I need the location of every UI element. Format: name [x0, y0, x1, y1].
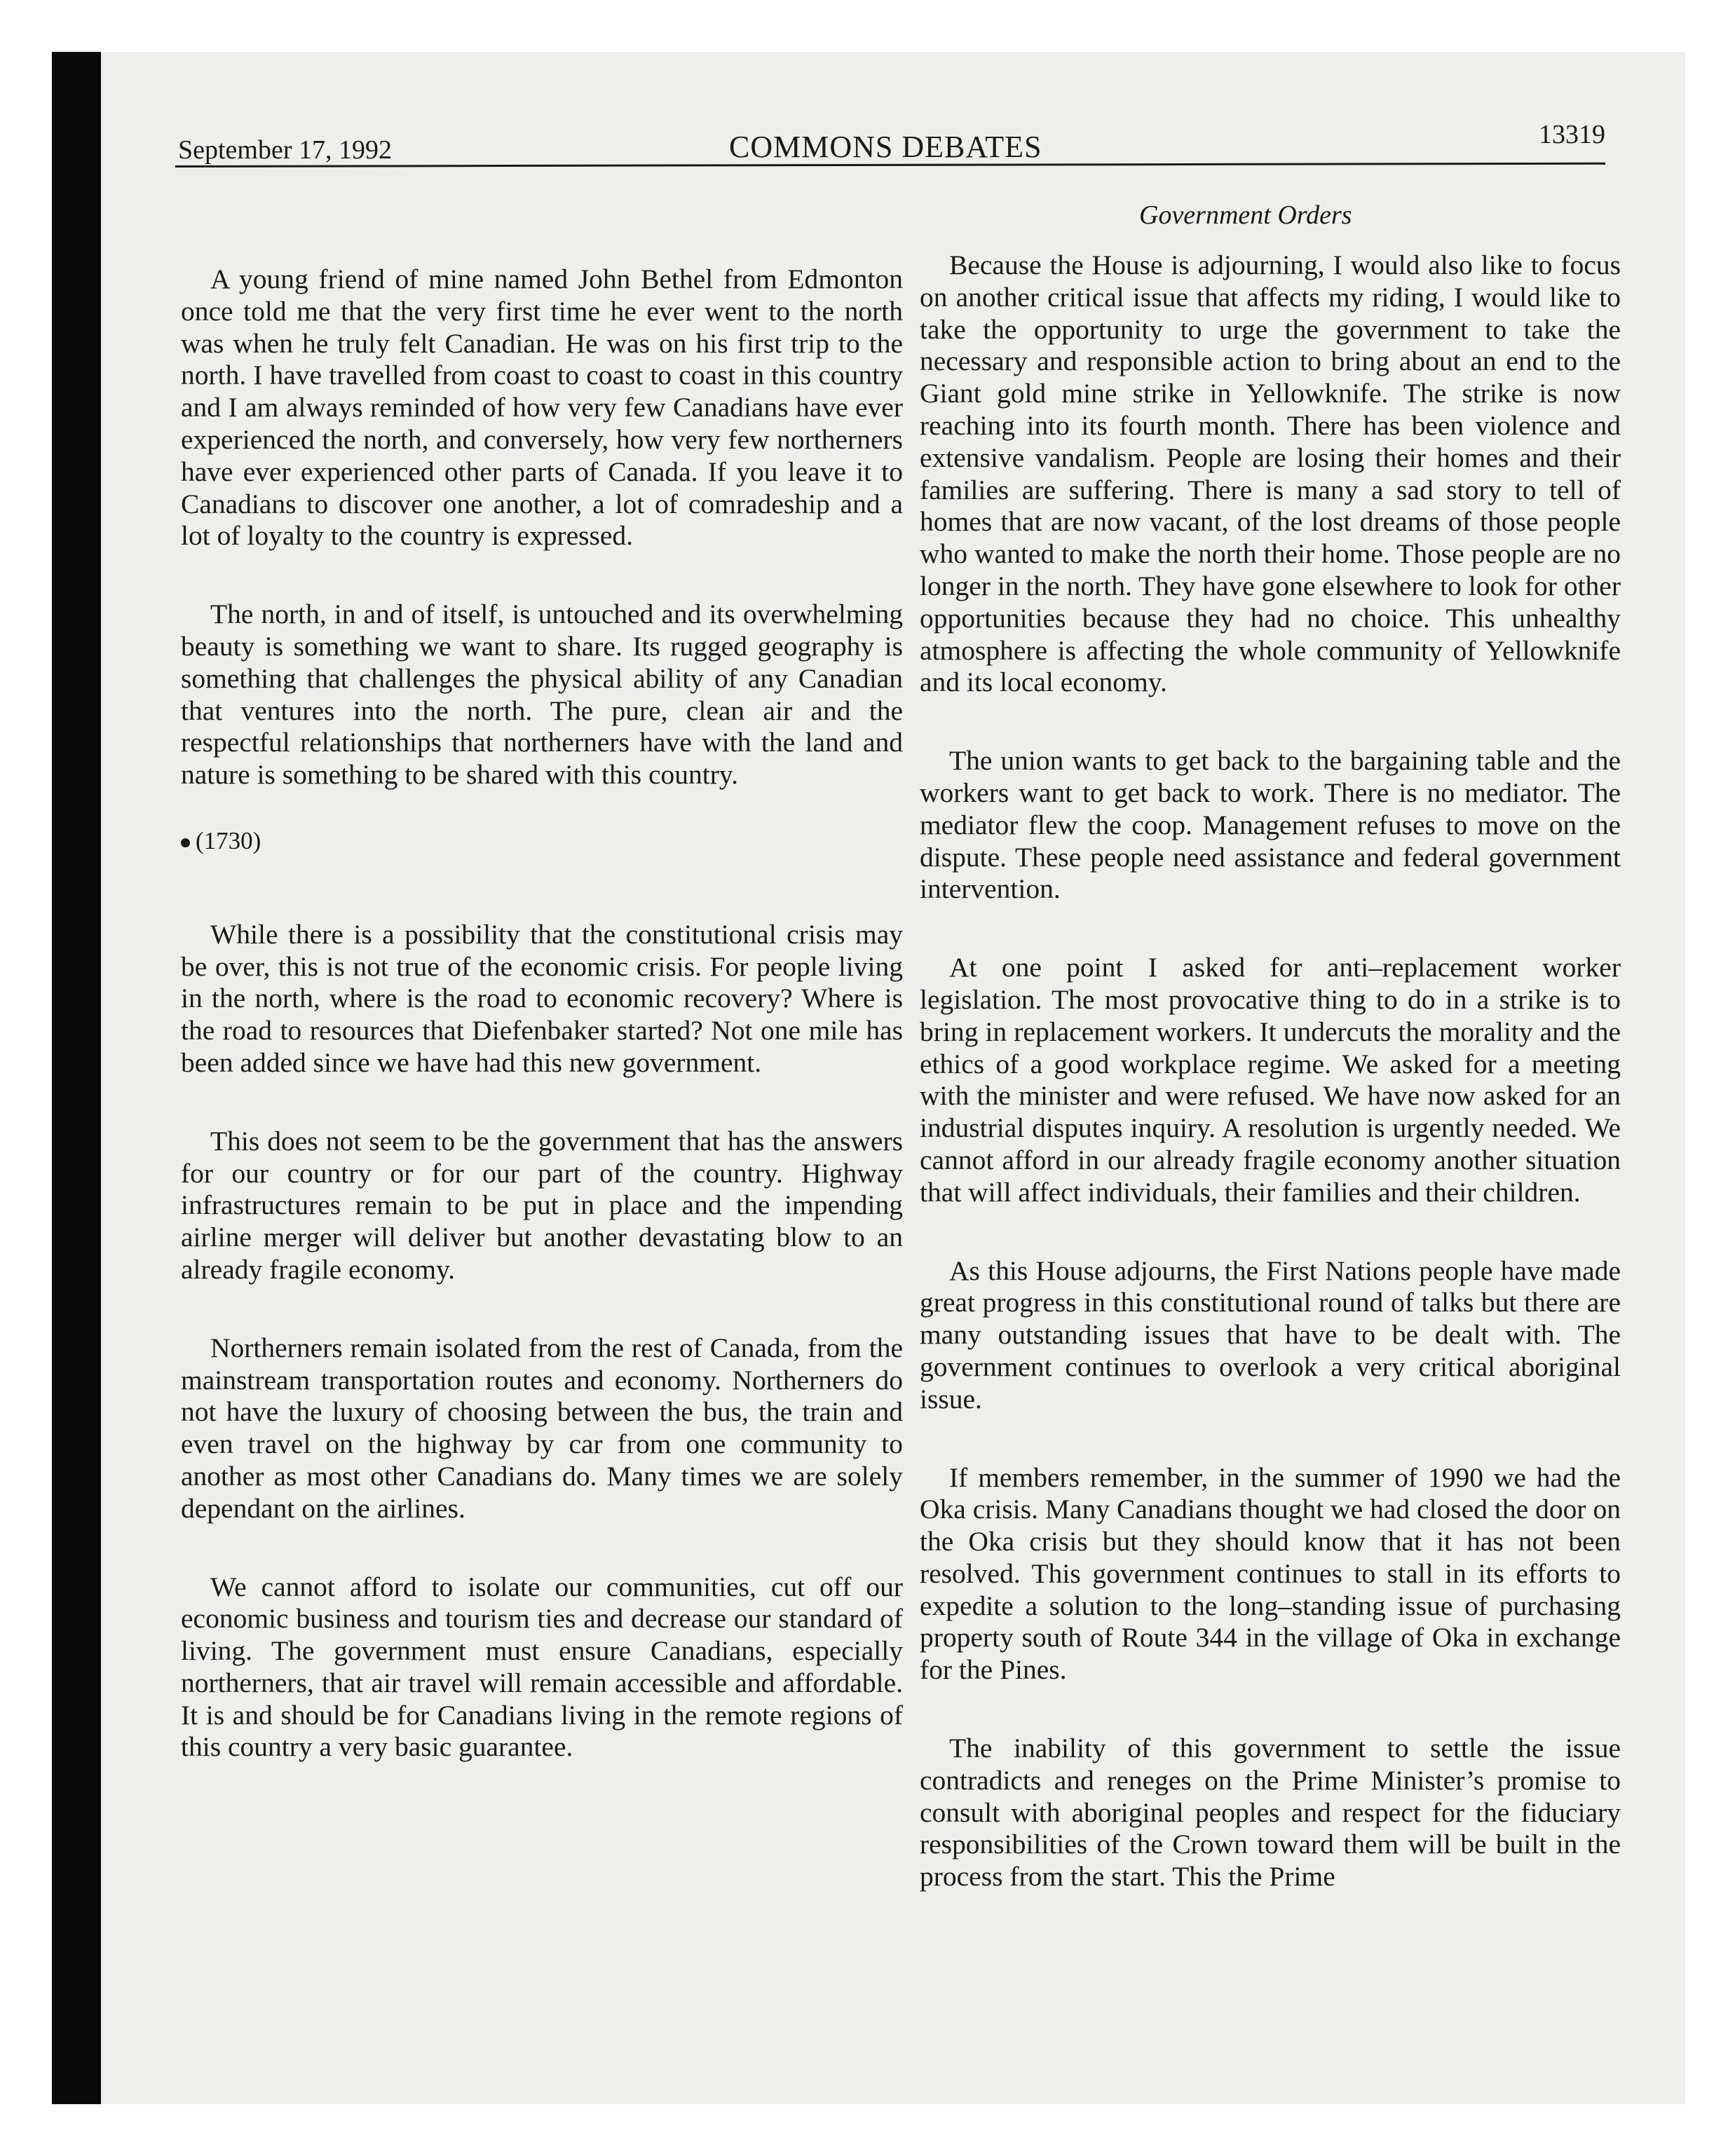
paragraph: The inability of this government to settle the issue contradicts and reneges on the Prime Minister’s promise to consult with aboriginal peoples and respect for the fiduciary responsibilities of the Crown toward them will be built in the process from the start. This the Prime	[920, 1733, 1621, 1892]
paragraph: If members remember, in the summer of 1990 we had the Oka crisis. Many Canadians thought we had closed the door on the Oka crisis but they should know that it has not been resolved. This government continues to stall in its efforts to expedite a solution to the long–standing issue of purchasing property south of Route 344 in the village of Oka in exchange for the Pines.	[920, 1461, 1621, 1686]
paragraph: A young friend of mine named John Bethel from Edmonton once told me that the very first time he ever went to the north was when he truly felt Canadian. He was on his first trip to the north. I have travelled from coast to coast to coast in this country and I am always reminded of how very few Canadians have ever experienced the north, and conversely, how very few northerners have ever experienced other parts of Canada. If you leave it to Canadians to discover one another, a lot of comradeship and a lot of loyalty to the country is expressed.	[181, 264, 903, 552]
paragraph: This does not seem to be the government that has the answers for our country or for our part of the country. Highway infrastructures remain to be put in place and the impending airline merger will deliver but another devastating blow to an already fragile economy.	[181, 1125, 903, 1285]
paragraph: Because the House is adjourning, I would also like to focus on another critical issue that affects my riding, I would like to take the opportunity to urge the government to take the necessary and responsible action to bring about an end to the Giant gold mine strike in Yellowknife. The strike is now reaching into its fourth month. There has been violence and extensive vandalism. People are losing their homes and their families are suffering. There is many a sad story to tell of homes that are now vacant, of the lost dreams of those people who wanted to make the north their home. Those people are no longer in the north. They have gone elsewhere to look for other opportunities because they had no choice. This unhealthy atmosphere is affecting the whole community of Yellowknife and its local economy.	[920, 250, 1621, 698]
binding-edge	[52, 52, 101, 2104]
time-marker	[181, 825, 903, 857]
bullet-icon	[181, 838, 190, 847]
paragraph: Northerners remain isolated from the rest of Canada, from the mainstream transportation routes and economy. Northerners do not have the luxury of choosing between the bus, the train and even travel on the highway by car from one community to another as most other Canadians do. Many times we are solely dependant on the airlines.	[181, 1332, 903, 1524]
paragraph: The north, in and of itself, is untouched and its overwhelming beauty is something we want to share. Its rugged geography is something that challenges the physical ability of any Canadian that ventures into the north. The pure, clean air and the respectful relationships that northerners have with the land and nature is something to be shared with this country.	[181, 599, 903, 791]
time-marker-text: (1730)	[196, 826, 261, 854]
paragraph: As this House adjourns, the First Nations people have made great progress in this constitutional round of talks but there are many outstanding issues that have to be dealt with. The government continues to overlook a very critical aboriginal issue.	[920, 1255, 1621, 1414]
header-page-number: 13319	[1539, 120, 1605, 149]
header-date: September 17, 1992	[178, 135, 393, 165]
header-title: COMMONS DEBATES	[729, 130, 1042, 164]
left-column	[181, 264, 903, 1810]
paragraph: At one point I asked for anti–replacement worker legislation. The most provocative thing to do in a strike is to bring in replacement workers. It undercuts the morality and the ethics of a good workplace regime. We asked for a meeting with the minister and were refused. We have now asked for an industrial disputes inquiry. A resolution is urgently needed. We cannot afford in our already fragile economy another situation that will affect individuals, their families and their children.	[920, 952, 1621, 1208]
running-head	[175, 119, 1605, 168]
paragraph: The union wants to get back to the bargaining table and the workers want to get back to work. There is no mediator. The mediator flew the coop. Management refuses to move on the dispute. These people need assistance and federal government intervention.	[920, 745, 1621, 905]
right-column	[920, 250, 1621, 1939]
paragraph: We cannot afford to isolate our communities, cut off our economic business and tourism ties and decrease our standard of living. The government must ensure Canadians, especially northerners, that air travel will remain accessible and affordable. It is and should be for Canadians living in the remote regions of this country a very basic guarantee.	[181, 1571, 903, 1763]
section-title: Government Orders	[1139, 200, 1352, 230]
paragraph: While there is a possibility that the constitutional crisis may be over, this is not true of the economic crisis. For people living in the north, where is the road to economic recovery? Where is the road to resources that Diefenbaker started? Not one mile has been added since we have had this new government.	[181, 918, 903, 1078]
